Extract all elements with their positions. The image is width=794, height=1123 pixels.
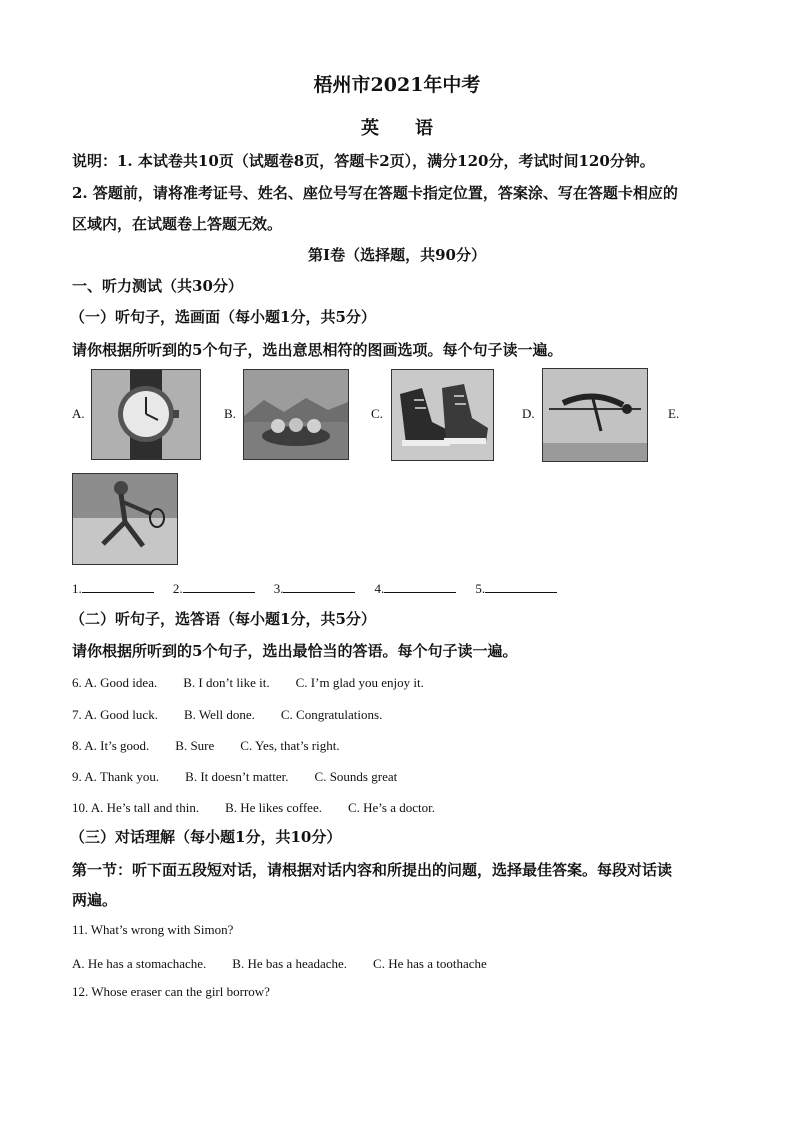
instructions-line-3: 区域内，在试题卷上答题无效。 [72, 215, 283, 233]
answer-blank-1[interactable] [82, 580, 154, 593]
subsection-1-title: （一）听句子，选画面（每小题1分，共5分） [70, 308, 376, 326]
sneakers-image [391, 369, 494, 461]
part-title: 第Ⅰ卷（选择题，共90分） [308, 246, 486, 264]
question-8: 8. A. It’s good. B. Sure C. Yes, that’s right. [72, 738, 340, 753]
question-7: 7. A. Good luck. B. Well done. C. Congratulations. [72, 707, 383, 722]
option-letter-d: D. [522, 406, 535, 421]
section-title: 一、听力测试（共30分） [72, 277, 243, 295]
answer-blank-4[interactable] [384, 580, 456, 593]
subsection-3-title: （三）对话理解（每小题1分，共10分） [70, 828, 342, 846]
answer-blank-5[interactable] [485, 580, 557, 593]
blank-label-5: 5. [475, 581, 486, 596]
subsection-1-instructions: 请你根据所听到的5个句子，选出意思相符的图画选项。每个句子读一遍。 [72, 341, 563, 359]
blank-label-2: 2. [172, 581, 183, 596]
exam-title: 梧州市2021年中考 [313, 74, 481, 96]
blank-label-1: 1. [72, 581, 82, 596]
wristwatch-image [91, 369, 201, 460]
option-letter-b: B. [224, 406, 236, 421]
question-6: 6. A. Good idea. B. I don’t like it. C. I’m glad you enjoy it. [72, 675, 424, 690]
subsection-2-title: （二）听句子，选答语（每小题1分，共5分） [70, 610, 376, 628]
subsection-2-instructions: 请你根据所听到的5个句子，选出最恰当的答语。每个句子读一遍。 [72, 642, 518, 660]
instructions-line-1: 说明：1. 本试卷共10页（试题卷8页，答题卡2页），满分120分，考试时间120分钟。 [72, 152, 655, 170]
high-jump-image [542, 368, 648, 462]
question-11: 11. What’s wrong with Simon? [72, 922, 234, 937]
answer-blank-2[interactable] [183, 580, 255, 593]
question-12: 12. Whose eraser can the girl borrow? [72, 984, 270, 999]
people-in-boat-image [243, 369, 349, 460]
answer-blank-3[interactable] [283, 580, 355, 593]
tennis-player-image [72, 473, 178, 565]
blank-label-4: 4. [374, 581, 385, 596]
instructions-line-2: 2. 答题前，请将准考证号、姓名、座位号写在答题卡指定位置，答案涂、写在答题卡相应的 [72, 184, 678, 202]
option-letter-e: E. [668, 406, 680, 421]
question-11-options: A. He has a stomachache. B. He bas a headache. C. He has a toothache [72, 956, 487, 971]
subsection-3-instructions-1: 第一节：听下面五段短对话，请根据对话内容和所提出的问题，选择最佳答案。每段对话读 [72, 861, 673, 879]
question-10: 10. A. He’s tall and thin. B. He likes coffee. C. He’s a doctor. [72, 800, 435, 815]
question-9: 9. A. Thank you. B. It doesn’t matter. C. Sounds great [72, 769, 398, 784]
option-letter-c: C. [371, 406, 383, 421]
subject-title: 英 语 [361, 118, 433, 139]
option-letter-a: A. [72, 406, 85, 421]
blank-label-3: 3. [273, 581, 284, 596]
answer-blanks [72, 578, 571, 597]
subsection-3-instructions-2: 两遍。 [72, 891, 118, 909]
